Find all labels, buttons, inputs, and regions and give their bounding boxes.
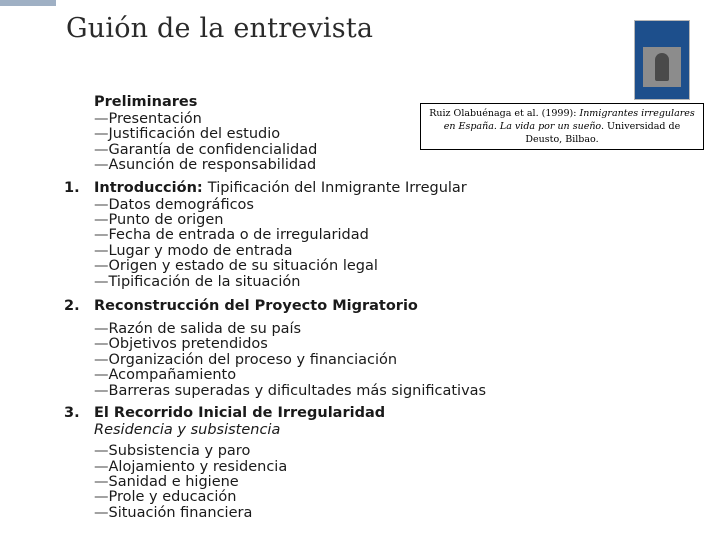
section-heading: Preliminares xyxy=(94,94,198,110)
section-preliminares xyxy=(64,94,624,174)
list-item: — Prole y educación xyxy=(94,490,624,505)
list-item: — Sanidad e higiene xyxy=(94,475,624,490)
section-number: 1. xyxy=(64,179,80,196)
corner-logo xyxy=(0,0,56,6)
section-subtitle: Tipificación del Inmigrante Irregular xyxy=(207,179,467,196)
section-number: 3. xyxy=(64,405,80,422)
page-title: Guión de la entrevista xyxy=(66,13,374,44)
section-number: 2. xyxy=(64,298,80,315)
section-title: El Recorrido Inicial de Irregularidad xyxy=(94,405,386,422)
list-item: — Subsistencia y paro xyxy=(94,444,624,459)
section-heading xyxy=(64,298,624,315)
list-item: — Datos demográficos xyxy=(94,198,624,213)
list-item: — Acompañamiento xyxy=(94,368,624,383)
citation-authors: Ruiz Olabuénaga et al. (1999): xyxy=(429,108,577,119)
section-recorrido-inicial xyxy=(64,405,624,521)
section-proyecto-migratorio xyxy=(64,298,624,399)
citation-book-title: Inmigrantes irregulares en España. La vida por un sueño. xyxy=(443,108,695,132)
list-item: — Garantía de confidencialidad xyxy=(94,143,624,158)
list-item: — Punto de origen xyxy=(94,213,624,228)
interview-outline xyxy=(64,94,624,521)
list-item: — Asunción de responsabilidad xyxy=(94,158,624,173)
list-item: — Alojamiento y residencia xyxy=(94,460,624,475)
list-item: — Barreras superadas y dificultades más significativas xyxy=(94,384,624,399)
item-list xyxy=(94,322,624,399)
book-cover-image xyxy=(634,20,690,100)
cover-photo xyxy=(643,47,681,87)
list-item: — Organización del proceso y financiación xyxy=(94,353,624,368)
section-title: Reconstrucción del Proyecto Migratorio xyxy=(94,298,418,315)
list-item: — Objetivos pretendidos xyxy=(94,337,624,352)
list-item: — Origen y estado de su situación legal xyxy=(94,259,624,274)
item-list xyxy=(94,444,624,521)
citation-publisher: Universidad de Deusto, Bilbao. xyxy=(525,121,681,145)
list-item: — Tipificación de la situación xyxy=(94,275,624,290)
section-italic-subtitle: Residencia y subsistencia xyxy=(94,422,281,439)
item-list xyxy=(94,198,624,290)
list-item: — Justificación del estudio xyxy=(94,127,624,142)
section-title: Introducción: xyxy=(94,179,203,196)
list-item: — Fecha de entrada o de irregularidad xyxy=(94,228,624,243)
list-item: — Lugar y modo de entrada xyxy=(94,244,624,259)
item-list xyxy=(94,112,624,174)
section-introduccion xyxy=(64,180,624,290)
section-heading xyxy=(64,180,624,197)
section-heading xyxy=(64,405,624,422)
list-item: — Presentación xyxy=(94,112,624,127)
list-item: — Situación financiera xyxy=(94,506,624,521)
list-item: — Razón de salida de su país xyxy=(94,322,624,337)
